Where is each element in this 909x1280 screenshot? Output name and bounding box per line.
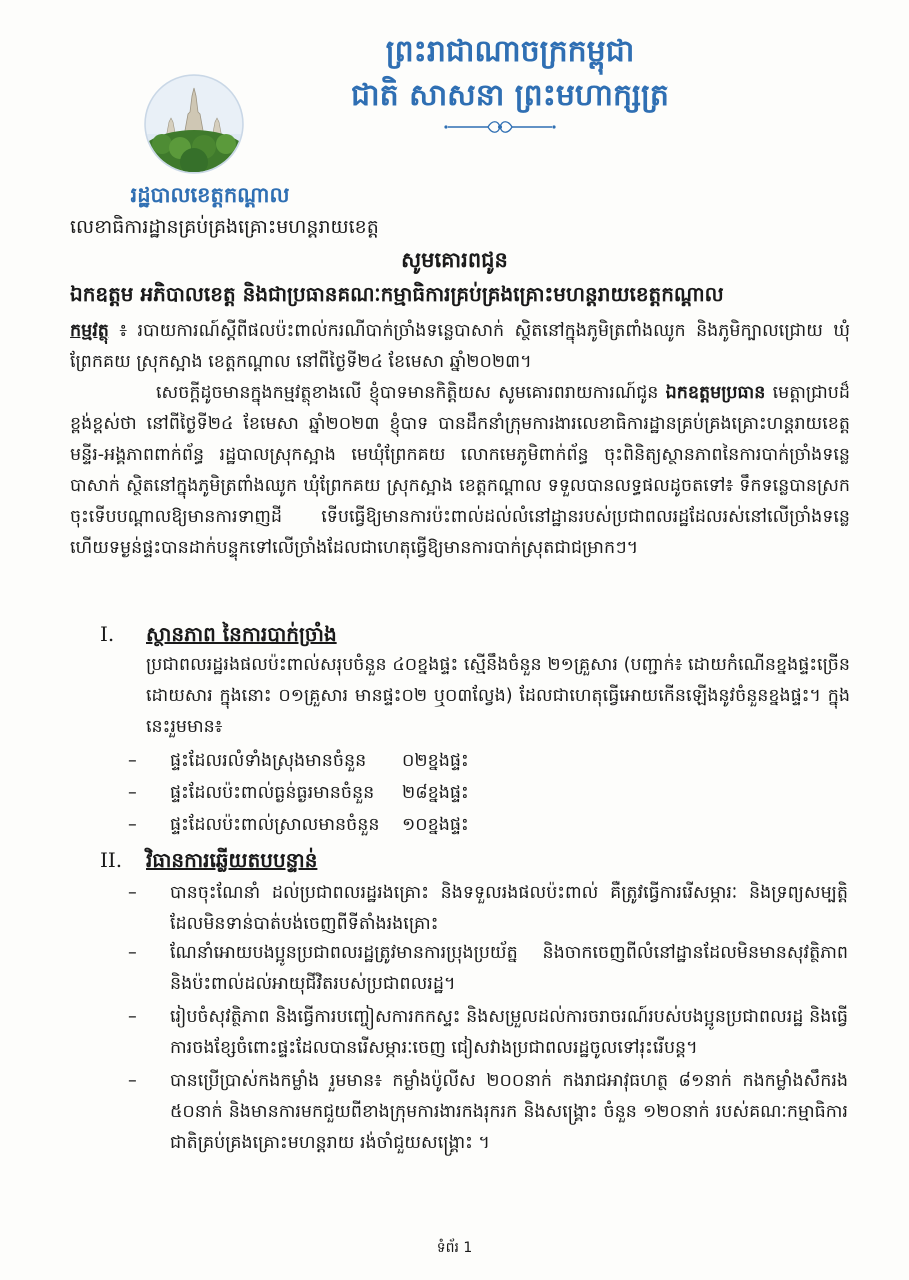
list-item-text: បានចុះណែនាំ ដល់ប្រជាពលរដ្ឋរងគ្រោះ និងទទួលរងផលប៉ះពាល់ គឺត្រូវធ្វើការរើសម្ភារៈ និងទ្រព្យសម្បត្តិ ដែលមិនទាន់បាត់បង់ចេញពីទីតាំងរងគ្រោះ xyxy=(170,883,848,934)
subject-label: កម្មវត្ថុ xyxy=(70,321,109,341)
provincial-administration-name: រដ្ឋបាលខេត្តកណ្តាល xyxy=(130,183,290,207)
intro-recipient-bold: ឯកឧត្តមប្រធាន xyxy=(665,383,766,403)
section-2-title: វិធានការឆ្លើយតបបន្ទាន់ xyxy=(146,848,318,872)
section-1-text: ប្រជាពលរដ្ឋរងផលប៉ះពាល់សរុបចំនួន ៤០ខ្នងផ្ទះ ស្មើនឹងចំនួន ២១គ្រួសារ (បញ្ជាក់៖ ដោយកំណើនខ្នងផ្ទះច្រើនដោយសារ ក្នុងនោះ ០១គ្រួសារ មានផ្ទះ០២ ឬ០៣ល្វែង) ដែលជាហេតុធ្វើអោយកើនឡើងនូវចំនួនខ្នងផ្ទះ។ ក្នុងនេះរួមមាន៖ xyxy=(146,655,850,737)
list-item-text: ណែនាំអោយបងប្អូនប្រជាពលរដ្ឋត្រូវមានការប្រុងប្រយ័ត្ន និងចាកចេញពីលំនៅដ្ឋានដែលមិនមានសុវត្ថិភាព និងប៉ះពាល់ដល់អាយុជីវិតរបស់ប្រជាពលរដ្ឋ។ xyxy=(170,943,848,994)
subject-paragraph xyxy=(70,316,850,378)
stat-row xyxy=(128,810,469,840)
list-item xyxy=(128,1002,848,1064)
secretariat-name: លេខាធិការដ្ឋានគ្រប់គ្រងគ្រោះមហន្តរាយខេត្ត xyxy=(70,216,379,238)
dash-marker: – xyxy=(128,883,137,903)
section-1-heading xyxy=(100,618,337,650)
dash-marker: – xyxy=(128,1007,137,1027)
dash-marker: – xyxy=(128,751,137,771)
intro-text-a: សេចក្តីដូចមានក្នុងកម្មវត្ថុខាងលើ ខ្ញុំបាទមានកិត្តិយស សូមគោរពរាយការណ៍ជូន xyxy=(156,383,659,403)
recipient-line: ឯកឧត្តម អភិបាលខេត្ត និងជាប្រធានគណៈកម្មាធិការគ្រប់គ្រងគ្រោះមហន្តរាយខេត្តកណ្តាល xyxy=(70,282,724,306)
stat-label: ផ្ទះដែលប៉ះពាល់ស្រាលមានចំនួន xyxy=(170,815,380,835)
stat-value: ០២ខ្នងផ្ទះ xyxy=(402,751,469,771)
national-motto: ជាតិ សាសនា ព្រះមហាក្សត្រ xyxy=(351,78,669,113)
ornament-divider-icon xyxy=(440,116,560,138)
intro-paragraph xyxy=(70,378,850,564)
kingdom-title: ព្រះរាជាណាចក្រកម្ពុជា xyxy=(385,34,635,69)
stat-row xyxy=(128,746,469,776)
dash-marker: – xyxy=(128,943,137,963)
list-item xyxy=(128,1066,848,1159)
list-item-text: រៀបចំសុវត្ថិភាព និងធ្វើការបញ្ចៀសការកកស្ទះ និងសម្រួលដល់ការចរាចរណ៍របស់បងប្អូនប្រជាពលរដ្ឋ និងធ្វើការចងខ្សែចំពោះផ្ទះដែលបានរើសម្ភារៈចេញ ជៀសវាងប្រជាពលរដ្ឋចូលទៅរុះរើបន្ត។ xyxy=(170,1007,848,1058)
subject-text: ៖ របាយការណ៍ស្តីពីផលប៉ះពាល់ករណីបាក់ច្រាំងទន្លេបាសាក់ ស្ថិតនៅក្នុងភូមិត្រពាំងឈូក និងភូមិក្បាលជ្រោយ ឃុំព្រែកគយ ស្រុកស្អាង ខេត្តកណ្តាល នៅពីថ្ងៃទី២៤ ខែមេសា ឆ្នាំ២០២៣។ xyxy=(70,321,850,372)
section-1-title: ស្ថានភាព នៃការបាក់ច្រាំង xyxy=(146,622,337,646)
list-item xyxy=(128,878,848,940)
stat-label: ផ្ទះដែលប៉ះពាល់ធ្ងន់ធ្ងរមានចំនួន xyxy=(170,783,375,803)
page-number: ទំព័រ 1 xyxy=(436,1240,473,1256)
stat-value: ២៨ខ្នងផ្ទះ xyxy=(402,783,469,803)
list-item xyxy=(128,938,848,1000)
section-2-number: II. xyxy=(100,848,123,872)
salutation: សូមគោរពជូន xyxy=(401,248,508,272)
intro-text-b: មេត្តាជ្រាបដ៏ខ្ពង់ខ្ពស់ថា នៅពីថ្ងៃទី២៤ ខែមេសា ឆ្នាំ២០២៣ ខ្ញុំបាទ បានដឹកនាំក្រុមការងារលេខាធិការដ្ឋានគ្រប់គ្រងគ្រោះហន្តរាយខេត្ត មន្ទីរ-អង្គភាពពាក់ព័ន្ធ រដ្ឋបាលស្រុកស្អាង មេឃុំព្រែកគយ លោកមេភូមិពាក់ព័ន្ធ ចុះពិនិត្យស្ថានភាពនៃការបាក់ច្រាំងទន្លេបាសាក់ ស្ថិតនៅក្នុងភូមិត្រពាំងឈូក ឃុំព្រែកគយ ស្រុកស្អាង ខេត្តកណ្តាល ទទួលបានលទ្ធផលដូចតទៅ៖ ទឹកទន្លេបានស្រកចុះទើបបណ្តាលឱ្យមានការទាញដី ទើបធ្វើឱ្យមានការប៉ះពាល់ដល់លំនៅដ្ឋានរបស់ប្រជាពលរដ្ឋដែលរស់នៅលើច្រាំងទន្លេ ហើយទម្ងន់ផ្ទះបានដាក់បន្ទុកទៅលើច្រាំងដែលជាហេតុធ្វើឱ្យមានការបាក់ស្រុតជាជម្រាកៗ។ xyxy=(70,383,850,558)
section-2-heading xyxy=(100,844,317,876)
provincial-seal-logo xyxy=(144,74,244,174)
list-item-text: បានប្រើប្រាស់កងកម្លាំង រួមមាន៖ កម្លាំងប៉ូលីស ២០០នាក់ កងរាជអាវុធហត្ថ ៨១នាក់ កងកម្លាំងសឹករង ៥០នាក់ និងមានការមកជួយពីខាងក្រុមការងារកងរុករក និងសង្គ្រោះ ចំនួន ១២០នាក់ របស់គណៈកម្មាធិការជាតិគ្រប់គ្រងគ្រោះមហន្តរាយ រង់ចាំជួយសង្គ្រោះ ។ xyxy=(170,1071,848,1153)
kingdom-header xyxy=(300,30,720,118)
stat-row xyxy=(128,778,469,808)
section-1-number: I. xyxy=(100,622,115,646)
dash-marker: – xyxy=(128,1071,137,1091)
stat-label: ផ្ទះដែលរលំទាំងស្រុងមានចំនួន xyxy=(170,751,367,771)
stat-value: ១០ខ្នងផ្ទះ xyxy=(402,815,469,835)
dash-marker: – xyxy=(128,815,137,835)
dash-marker: – xyxy=(128,783,137,803)
